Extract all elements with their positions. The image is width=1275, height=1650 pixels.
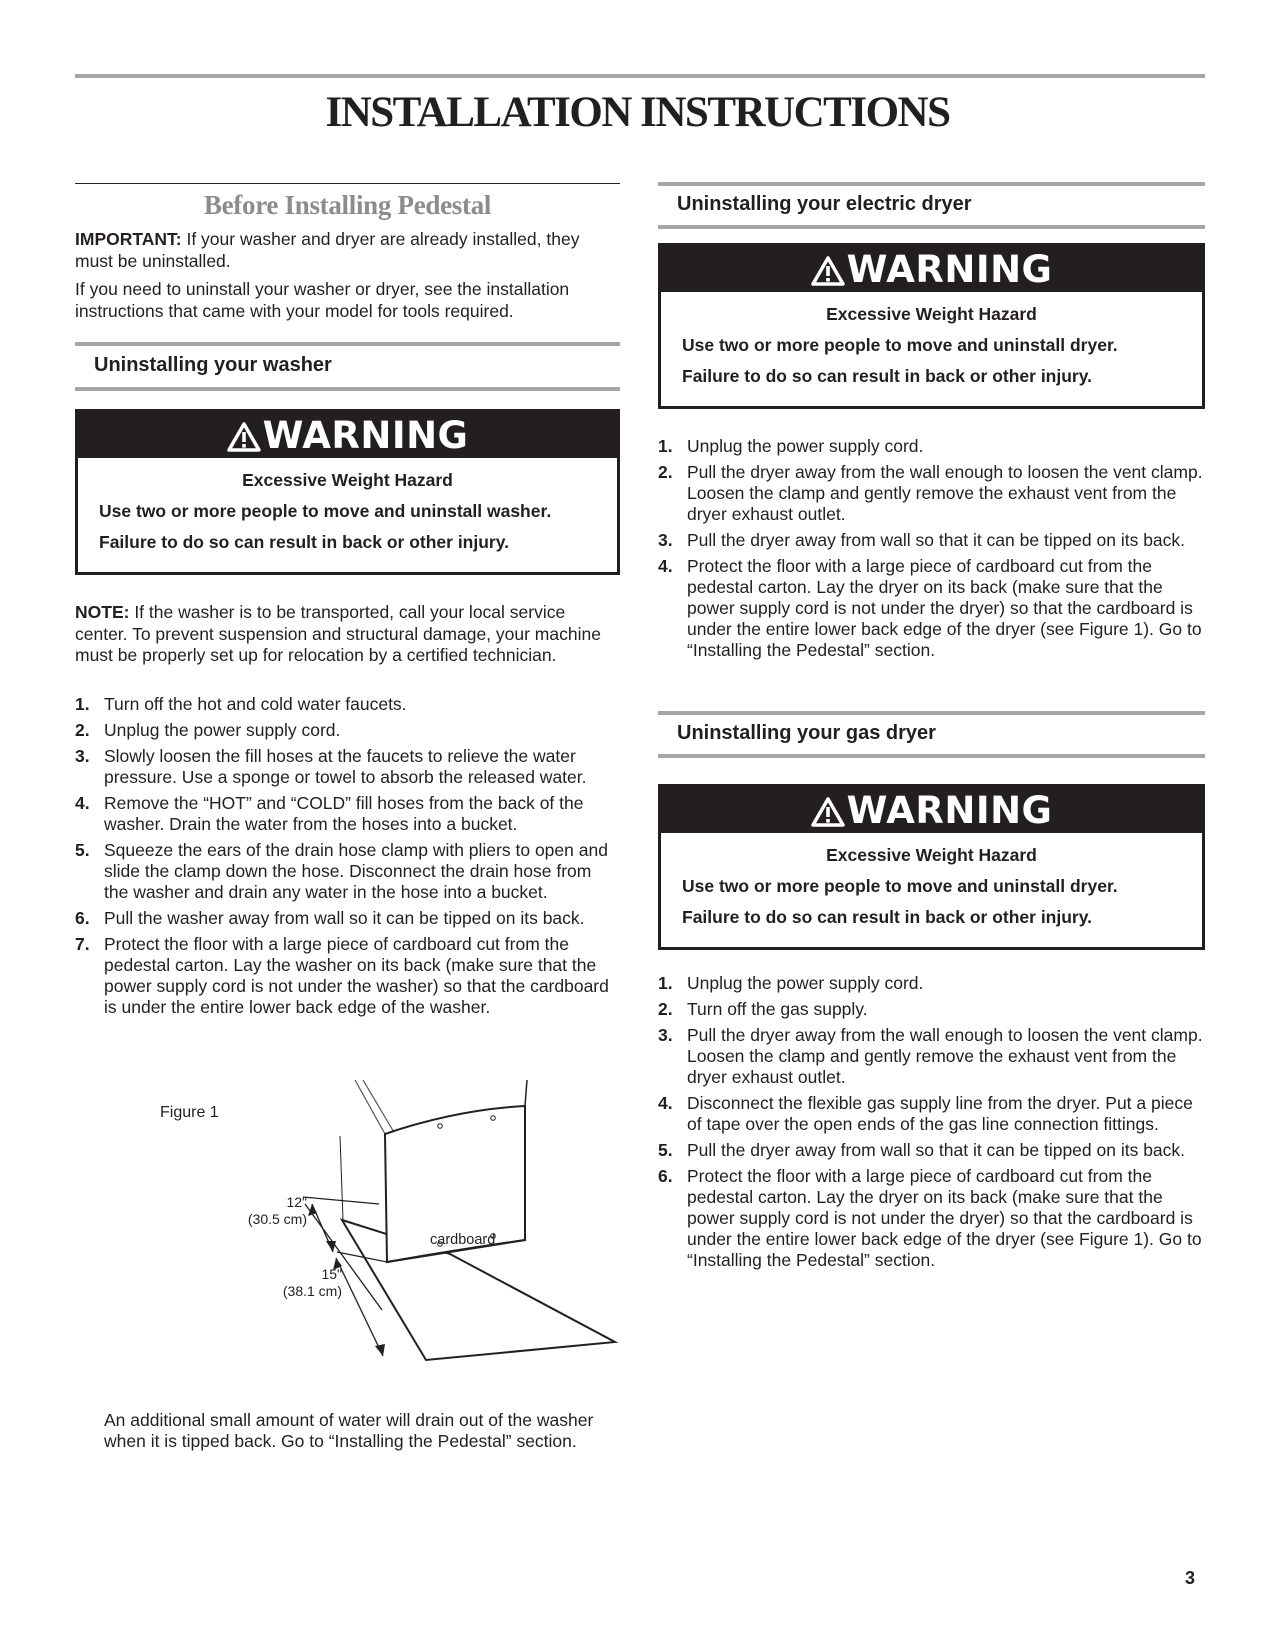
important-paragraph <box>75 228 620 272</box>
gas-heading-rule-top <box>658 711 1205 715</box>
washer-heading: Uninstalling your washer <box>94 354 332 376</box>
warning-line-2: Failure to do so can result in back or other injury. <box>99 532 510 552</box>
warning-title: WARNING <box>846 248 1053 291</box>
intro-paragraph: If you need to uninstall your washer or dryer, see the installation instructions that came with your model for tools required. <box>75 279 570 321</box>
list-item: 3. Slowly loosen the fill hoses at the faucets to relieve the water pressure. Use a sponge or towel to absorb the released water. <box>75 746 587 787</box>
list-item: 6. Pull the washer away from wall so it can be tipped on its back. <box>75 908 585 928</box>
list-item: 2. Unplug the power supply cord. <box>75 720 341 740</box>
warning-line-1: Use two or more people to move and uninstall washer. <box>99 501 552 521</box>
washer-tipped-illustration <box>155 1080 625 1400</box>
washer-warning-box <box>75 409 620 575</box>
warning-hazard: Excessive Weight Hazard <box>826 304 1037 324</box>
section-rule <box>75 183 620 184</box>
warning-line-2: Failure to do so can result in back or other injury. <box>682 907 1093 927</box>
washer-heading-rule-top <box>75 342 620 346</box>
section-title: Before Installing Pedestal <box>203 190 492 220</box>
list-item: 1. Turn off the hot and cold water faucets. <box>75 694 407 714</box>
warning-title: WARNING <box>262 414 469 457</box>
cardboard-label: cardboard <box>430 1232 496 1248</box>
warning-hazard: Excessive Weight Hazard <box>242 470 453 490</box>
electric-warning-box <box>658 243 1205 409</box>
list-item: 5. Squeeze the ears of the drain hose clamp with pliers to open and slide the clamp down the hose. Disconnect the drain hose from the washer and drain any water in the hose into a bucket. <box>75 840 608 902</box>
washer-heading-rule-bottom <box>75 387 620 391</box>
electric-heading-rule-bottom <box>658 225 1205 229</box>
note-label: NOTE: <box>75 602 130 622</box>
warning-hazard: Excessive Weight Hazard <box>826 845 1037 865</box>
top-rule <box>75 74 1205 78</box>
gas-heading-rule-bottom <box>658 754 1205 758</box>
electric-dryer-heading: Uninstalling your electric dryer <box>677 193 972 215</box>
warning-header <box>78 412 617 458</box>
note-text: If the washer is to be transported, call your local service center. To prevent suspension and structural damage, your machine must be properly set up for relocation by a certified technician. <box>75 602 601 665</box>
list-item: 5. Pull the dryer away from wall so that it can be tipped on its back. <box>658 1140 1186 1160</box>
dimension-15in: 15" (38.1 cm) <box>282 1266 342 1299</box>
important-label: IMPORTANT: <box>75 229 182 249</box>
warning-header <box>661 787 1202 833</box>
list-item: 2. Turn off the gas supply. <box>658 999 868 1019</box>
list-item: 1. Unplug the power supply cord. <box>658 436 924 456</box>
dimension-12in: 12" (30.5 cm) <box>247 1194 307 1227</box>
list-item: 4. Remove the “HOT” and “COLD” fill hoses from the back of the washer. Drain the water from the hoses into a bucket. <box>75 793 584 834</box>
important-text: If your washer and dryer are already installed, they must be uninstalled. <box>75 229 580 271</box>
gas-dryer-heading: Uninstalling your gas dryer <box>677 722 936 744</box>
closing-paragraph: An additional small amount of water will drain out of the washer when it is tipped back. Go to “Installing the Pedestal” section. <box>104 1410 594 1451</box>
gas-dryer-steps <box>658 973 1205 1276</box>
warning-triangle-icon <box>227 422 261 452</box>
figure-label: Figure 1 <box>160 1104 219 1121</box>
list-item: 1. Unplug the power supply cord. <box>658 973 924 993</box>
warning-header <box>661 246 1202 292</box>
note-paragraph <box>75 602 620 667</box>
list-item: 4. Protect the floor with a large piece of cardboard cut from the pedestal carton. Lay the dryer on its back (make sure that the power supply cord is not under the dryer) so that the cardboard is under the entire lower back edge of the dryer (see Figure 1). Go to “Installing the Pedestal” section. <box>658 556 1202 660</box>
list-item: 4. Disconnect the flexible gas supply line from the dryer. Put a piece of tape over the open ends of the gas line connection fittings. <box>658 1093 1193 1134</box>
list-item: 2. Pull the dryer away from the wall enough to loosen the vent clamp. Loosen the clamp and gently remove the exhaust vent from the dryer exhaust outlet. <box>658 462 1203 524</box>
warning-line-1: Use two or more people to move and uninstall dryer. <box>682 876 1118 896</box>
list-item: 3. Pull the dryer away from wall so that it can be tipped on its back. <box>658 530 1186 550</box>
warning-line-2: Failure to do so can result in back or other injury. <box>682 366 1093 386</box>
list-item: 3. Pull the dryer away from the wall enough to loosen the vent clamp. Loosen the clamp and gently remove the exhaust vent from the dryer exhaust outlet. <box>658 1025 1203 1087</box>
page-title: INSTALLATION INSTRUCTIONS <box>325 89 950 136</box>
page-number: 3 <box>1185 1568 1196 1588</box>
gas-warning-box <box>658 784 1205 950</box>
warning-triangle-icon <box>811 256 845 286</box>
electric-heading-rule-top <box>658 182 1205 186</box>
figure-1 <box>155 1080 625 1400</box>
warning-title: WARNING <box>846 789 1053 832</box>
warning-triangle-icon <box>811 797 845 827</box>
list-item: 6. Protect the floor with a large piece of cardboard cut from the pedestal carton. Lay the dryer on its back (make sure that the power supply cord is not under the dryer) so that the cardboard is under the entire lower back edge of the dryer (see Figure 1). Go to “Installing the Pedestal” section. <box>658 1166 1202 1270</box>
warning-line-1: Use two or more people to move and uninstall dryer. <box>682 335 1118 355</box>
list-item: 7. Protect the floor with a large piece of cardboard cut from the pedestal carton. Lay the washer on its back (make sure that the power supply cord is not under the washer) so that the cardboard is under the entire lower back edge of the washer. <box>75 934 609 1017</box>
electric-dryer-steps <box>658 436 1205 666</box>
washer-steps <box>75 694 620 1023</box>
